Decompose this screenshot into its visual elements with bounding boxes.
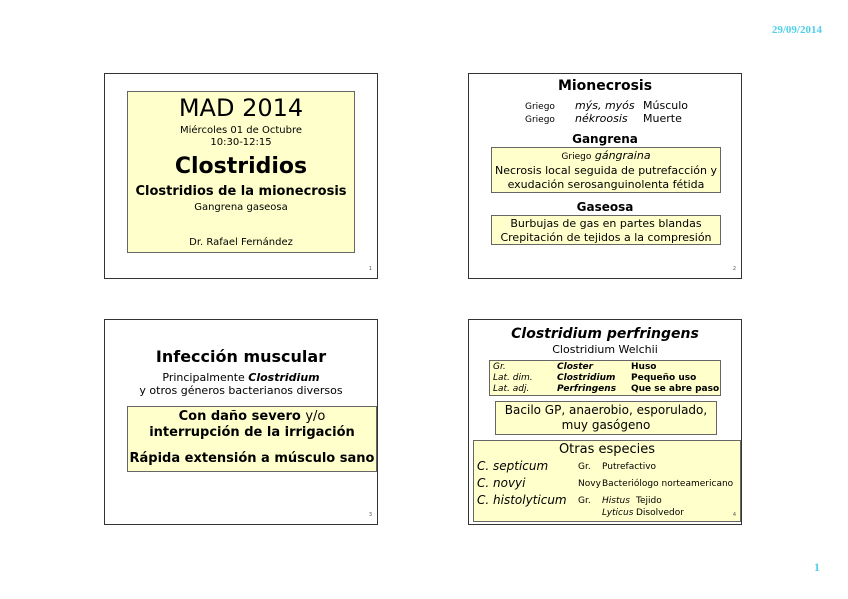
etym-lang: Griego	[525, 115, 555, 125]
etym-meaning: Muerte	[643, 112, 682, 125]
description-line-2: muy gasógeno	[561, 418, 651, 432]
slide-4[interactable]	[468, 319, 742, 525]
species-name: C. histolyticum	[477, 493, 567, 507]
etym-term: Perfringens	[557, 384, 617, 394]
author: Dr. Rafael Fernández	[189, 237, 293, 248]
highlight-line-2: interrupción de la irrigación	[149, 425, 355, 440]
species-origin: Gr.	[578, 496, 591, 506]
etym-origin: Lat. adj.	[493, 384, 530, 394]
slide-title: Mionecrosis	[557, 78, 653, 94]
etym-meaning: Huso	[631, 362, 657, 372]
highlight-box	[127, 406, 377, 472]
etym-word: nékroosis	[575, 112, 628, 125]
slide-number: 2	[732, 266, 736, 272]
highlight-line-1	[128, 409, 376, 424]
time-line: 10:30-12:15	[210, 137, 272, 148]
species-name: C. septicum	[477, 459, 549, 473]
etymology-table	[489, 360, 721, 396]
header-date: 29/09/2014	[771, 24, 822, 36]
species-name: C. novyi	[477, 476, 526, 490]
gangrena-lang: Griego	[561, 152, 592, 162]
species-meaning: Putrefactivo	[602, 462, 657, 472]
gangrena-heading: Gangrena	[572, 132, 638, 146]
slide-2[interactable]	[468, 73, 742, 279]
genus-name: Clostridium	[248, 371, 320, 384]
slide-title: MAD 2014	[178, 94, 304, 122]
etym-lang: Griego	[525, 102, 555, 112]
slide-1[interactable]	[104, 73, 378, 279]
title-box	[127, 91, 355, 253]
other-species-heading: Otras especies	[558, 442, 656, 457]
description-line-1: Bacilo GP, anaerobio, esporulado,	[504, 403, 708, 417]
gaseosa-def-1: Burbujas de gas en partes blandas	[510, 217, 702, 230]
species-root: Histus	[602, 496, 630, 506]
slide-number: 4	[732, 512, 736, 518]
highlight-conj: y/o	[305, 409, 326, 424]
other-species-box	[473, 440, 741, 522]
gangrena-word: gángraina	[594, 149, 651, 162]
gangrena-def-2: exudación serosanguinolenta fétida	[507, 178, 705, 191]
etymology-row	[525, 99, 688, 112]
subtitle-2: Gangrena gaseosa	[194, 202, 288, 213]
species-origin: Gr.	[578, 462, 591, 472]
intro-line-2: y otros géneros bacterianos diversos	[139, 384, 343, 397]
subtitle: Clostridios de la mionecrosis	[135, 184, 347, 199]
slide-number: 3	[368, 512, 372, 518]
date-line: Miércoles 01 de Octubre	[180, 125, 302, 136]
species-root: Lyticus	[602, 508, 634, 518]
slide-title: Infección muscular	[155, 347, 327, 366]
etym-meaning: Pequeño uso	[631, 373, 697, 383]
species-meaning: Disolvedor	[636, 508, 684, 518]
description-box	[495, 401, 717, 435]
highlight-text: Con daño severo	[178, 409, 306, 424]
intro-line-1	[105, 371, 377, 384]
etym-term: Closter	[557, 362, 594, 372]
etym-origin: Gr.	[493, 362, 506, 372]
main-topic: Clostridios	[174, 154, 308, 179]
etym-term: Clostridium	[557, 373, 616, 383]
intro-text: Principalmente	[162, 371, 249, 384]
gangrena-def-1: Necrosis local seguida de putrefacción y	[495, 164, 717, 177]
highlight-line-3: Rápida extensión a músculo sano	[129, 451, 375, 466]
gaseosa-box	[491, 215, 721, 245]
gangrena-box	[491, 147, 721, 193]
etymology-row	[525, 112, 682, 125]
species-origin: Novy	[578, 479, 601, 489]
etym-origin: Lat. dim.	[493, 373, 533, 383]
slide-number: 1	[368, 266, 372, 272]
etym-meaning: Músculo	[643, 99, 688, 112]
gaseosa-def-2: Crepitación de tejidos a la compresión	[500, 231, 712, 244]
etym-word: mýs, myós	[575, 99, 635, 112]
slide-subtitle: Clostridium Welchii	[552, 343, 658, 356]
page-number: 1	[814, 560, 820, 574]
species-meaning: Bacteriólogo norteamericano	[602, 479, 734, 489]
slide-3[interactable]	[104, 319, 378, 525]
slide-title: Clostridium perfringens	[511, 326, 699, 342]
etym-meaning: Que se abre paso	[631, 384, 720, 394]
species-meaning: Tejido	[636, 496, 662, 506]
gaseosa-heading: Gaseosa	[576, 200, 634, 214]
